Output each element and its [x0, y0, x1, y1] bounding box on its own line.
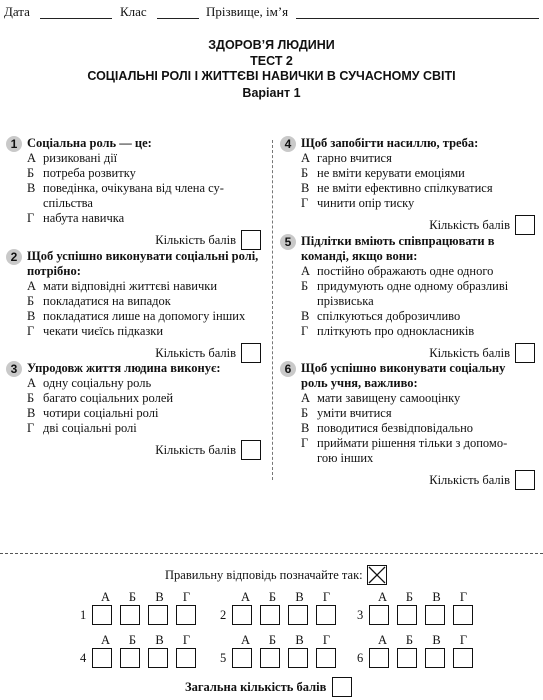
option-b-continuation: прізвиська — [317, 294, 374, 308]
answer-letter: Б — [405, 590, 414, 604]
answer-block-5 — [220, 633, 344, 668]
score-field — [6, 440, 261, 460]
answer-letter: А — [377, 590, 388, 604]
answer-letter: А — [100, 633, 111, 647]
question-text: Упродовж життя людина виконує: — [27, 361, 221, 375]
answer-block-1 — [80, 590, 204, 625]
score-label: Кількість балів — [155, 442, 236, 457]
answer-letter: А — [100, 590, 111, 604]
answer-letter: Б — [128, 590, 137, 604]
answer-letter: Б — [268, 633, 277, 647]
answer-box[interactable] — [316, 605, 336, 625]
score-box[interactable] — [241, 230, 261, 250]
crossed-box-icon — [367, 565, 387, 585]
answer-box[interactable] — [453, 648, 473, 668]
option-a: А одну соціальну роль — [27, 376, 152, 390]
answer-box[interactable] — [369, 605, 389, 625]
test-title: ТЕСТ 2 — [250, 54, 293, 68]
score-field — [6, 343, 261, 363]
score-label: Кількість балів — [429, 472, 510, 487]
question-3 — [6, 361, 261, 460]
score-box[interactable] — [515, 215, 535, 235]
answer-box[interactable] — [425, 605, 445, 625]
option-b: Б не вміти керувати емоціями — [301, 166, 465, 180]
class-field[interactable] — [157, 18, 199, 19]
answer-box[interactable] — [397, 648, 417, 668]
score-box[interactable] — [515, 343, 535, 363]
answer-box[interactable] — [288, 648, 308, 668]
question-1 — [6, 136, 261, 250]
column-divider — [272, 140, 273, 480]
answer-box[interactable] — [397, 605, 417, 625]
option-g: Г пліткують про однокласників — [301, 324, 475, 338]
question-text: Щоб успішно виконувати соціальні ролі, потрібно: — [27, 249, 259, 278]
answer-letter: А — [240, 590, 251, 604]
answer-box[interactable] — [176, 605, 196, 625]
option-b: Б придумують одне одному образливі — [301, 279, 509, 293]
answer-box[interactable] — [148, 648, 168, 668]
question-6 — [280, 361, 535, 490]
option-v-continuation: спільства — [43, 196, 93, 210]
answer-letter: В — [295, 590, 304, 604]
option-v: В поведінка, очікувана від члена су- — [27, 181, 224, 195]
answer-letter: Б — [405, 633, 414, 647]
instruction-text: Правильну відповідь позначайте так: — [165, 567, 363, 582]
answer-letter: А — [240, 633, 251, 647]
answer-block-4 — [80, 633, 204, 668]
option-g: Г чинити опір тиску — [301, 196, 415, 210]
answer-letter: Г — [459, 633, 468, 647]
score-field — [280, 470, 535, 490]
answer-box[interactable] — [425, 648, 445, 668]
option-a: А гарно вчитися — [301, 151, 392, 165]
question-text: Щоб успішно виконувати соціальну роль учня, важливо: — [301, 361, 506, 390]
question-4 — [280, 136, 535, 235]
answer-box[interactable] — [232, 605, 252, 625]
answer-box[interactable] — [316, 648, 336, 668]
answer-row-number: 2 — [220, 607, 227, 622]
answer-box[interactable] — [260, 605, 280, 625]
answer-instruction — [165, 565, 387, 585]
option-v: В спілкуються доброзичливо — [301, 309, 461, 323]
answer-block-3 — [357, 590, 481, 625]
answer-letter: Г — [182, 633, 191, 647]
answer-box[interactable] — [92, 605, 112, 625]
score-label: Кількість балів — [429, 217, 510, 232]
score-box[interactable] — [241, 440, 261, 460]
question-2 — [6, 249, 261, 363]
answer-letter: Б — [128, 633, 137, 647]
answer-box[interactable] — [260, 648, 280, 668]
question-number-badge: 2 — [6, 249, 22, 265]
answer-letter: В — [155, 633, 164, 647]
score-label: Кількість балів — [155, 345, 236, 360]
answer-letter: Г — [322, 590, 331, 604]
answer-block-6 — [357, 633, 481, 668]
date-label: Дата — [4, 4, 30, 19]
answer-letter: В — [295, 633, 304, 647]
answer-row-number: 5 — [220, 650, 227, 665]
option-g-continuation: гою інших — [317, 451, 374, 465]
answer-letter: В — [155, 590, 164, 604]
answer-row-number: 1 — [80, 607, 87, 622]
option-b: Б багато соціальних ролей — [27, 391, 174, 405]
option-v: В чотири соціальні ролі — [27, 406, 159, 420]
score-field — [280, 215, 535, 235]
answer-letter: Б — [268, 590, 277, 604]
option-a: А ризиковані дії — [27, 151, 118, 165]
option-a: А мати відповідні життєві навички — [27, 279, 218, 293]
question-text: Соціальна роль — це: — [27, 136, 152, 150]
option-b: Б потреба розвитку — [27, 166, 136, 180]
option-g: Г дві соціальні ролі — [27, 421, 137, 435]
option-v: В поводитися безвідповідально — [301, 421, 474, 435]
answer-box[interactable] — [453, 605, 473, 625]
subject-title: ЗДОРОВ’Я ЛЮДИНИ — [208, 38, 335, 52]
question-number-badge: 3 — [6, 361, 22, 377]
score-field — [6, 230, 261, 250]
answer-row-number: 6 — [357, 650, 364, 665]
option-g: Г набута навичка — [27, 211, 125, 225]
cut-line — [0, 553, 543, 554]
class-label: Клас — [120, 4, 147, 19]
score-label: Кількість балів — [429, 345, 510, 360]
option-g: Г приймати рішення тільки з допомо- — [301, 436, 508, 450]
question-5 — [280, 234, 535, 363]
option-b: Б покладатися на випадок — [27, 294, 171, 308]
total-score-box[interactable] — [332, 677, 352, 697]
option-b: Б уміти вчитися — [301, 406, 392, 420]
answer-box[interactable] — [120, 605, 140, 625]
option-a: А мати завищену самооцінку — [301, 391, 461, 405]
answer-box[interactable] — [120, 648, 140, 668]
score-box[interactable] — [241, 343, 261, 363]
answer-letter: В — [432, 633, 441, 647]
answer-letter: А — [377, 633, 388, 647]
answer-row-number: 4 — [80, 650, 87, 665]
date-field[interactable] — [40, 18, 112, 19]
answer-box[interactable] — [288, 605, 308, 625]
question-number-badge: 6 — [280, 361, 296, 377]
answer-letter: Г — [459, 590, 468, 604]
option-v: В покладатися лише на допомогу інших — [27, 309, 246, 323]
option-g: Г чекати чиєїсь підказки — [27, 324, 164, 338]
option-v: В не вміти ефективно спілкуватися — [301, 181, 493, 195]
answer-box[interactable] — [232, 648, 252, 668]
answer-block-2 — [220, 590, 344, 625]
answer-box[interactable] — [148, 605, 168, 625]
question-text: Підлітки вміють співпрацювати в команді, якщо вони: — [301, 234, 495, 263]
total-score-label: Загальна кількість балів — [185, 679, 327, 694]
question-number-badge: 4 — [280, 136, 296, 152]
score-label: Кількість балів — [155, 232, 236, 247]
answer-box[interactable] — [176, 648, 196, 668]
answer-letter: Г — [182, 590, 191, 604]
answer-box[interactable] — [369, 648, 389, 668]
answer-letter: В — [432, 590, 441, 604]
score-field — [280, 343, 535, 363]
question-text: Щоб запобігти насиллю, треба: — [301, 136, 479, 150]
answer-box[interactable] — [92, 648, 112, 668]
variant-title: Варіант 1 — [242, 86, 301, 100]
name-label: Прізвище, ім’я — [206, 4, 289, 19]
answer-row-number: 3 — [357, 607, 364, 622]
topic-title: СОЦІАЛЬНІ РОЛІ І ЖИТТЄВІ НАВИЧКИ В СУЧАСНОМУ СВІТІ — [87, 69, 456, 83]
name-field[interactable] — [296, 18, 539, 19]
question-number-badge: 5 — [280, 234, 296, 250]
option-a: А постійно ображають одне одного — [301, 264, 494, 278]
total-score — [185, 677, 352, 697]
score-box[interactable] — [515, 470, 535, 490]
question-number-badge: 1 — [6, 136, 22, 152]
answer-letter: Г — [322, 633, 331, 647]
